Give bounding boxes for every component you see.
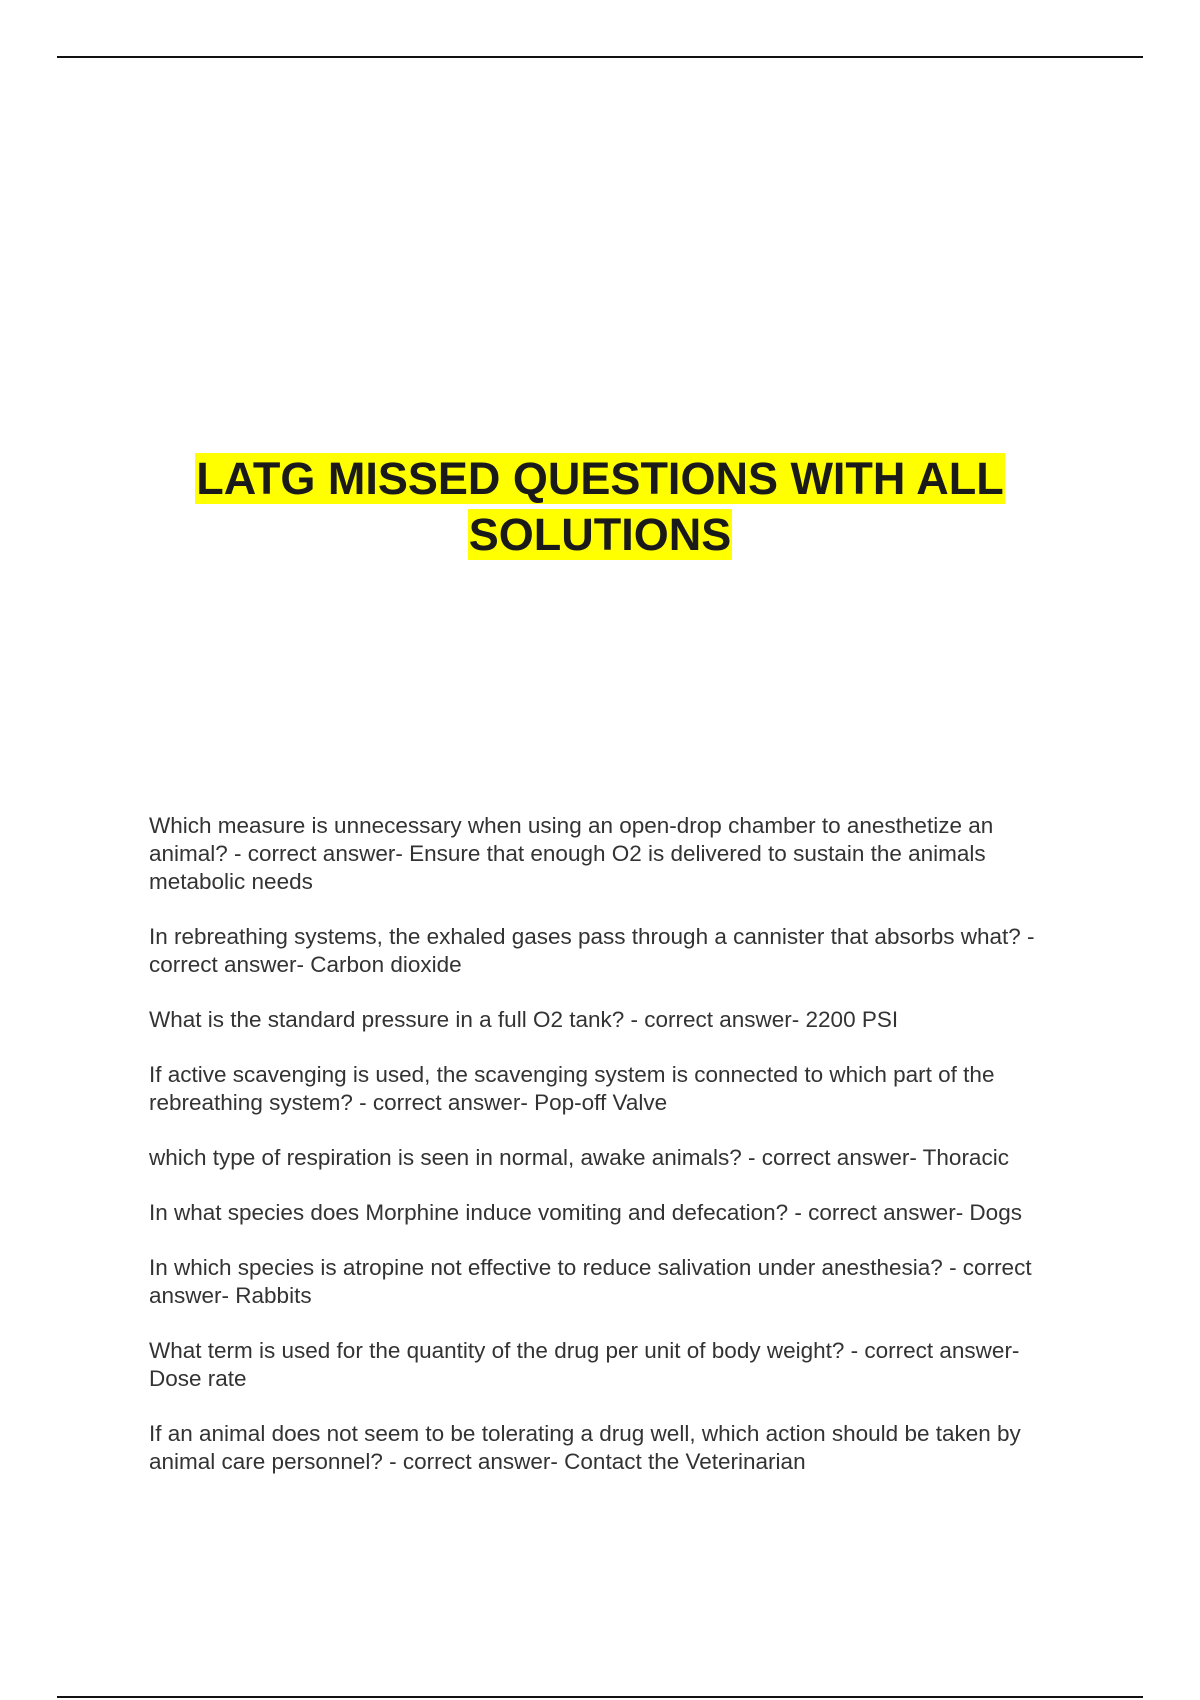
qa-text: What term is used for the quantity of the drug per unit of body weight? - correct answer- Dose rate	[149, 1338, 1020, 1391]
bottom-rule	[57, 1696, 1143, 1698]
qa-item	[145, 1420, 1065, 1476]
qa-text: which type of respiration is seen in normal, awake animals? - correct answer- Thoracic	[149, 1145, 1009, 1170]
title-line-2: SOLUTIONS	[468, 509, 732, 560]
qa-text: If an animal does not seem to be tolerating a drug well, which action should be taken by animal care personnel? - correct answer- Contact the Veterinarian	[149, 1421, 1021, 1474]
qa-item	[145, 1061, 1065, 1117]
qa-item	[145, 1144, 1065, 1172]
title-line-1: LATG MISSED QUESTIONS WITH ALL	[196, 453, 1004, 504]
qa-text: What is the standard pressure in a full O2 tank? - correct answer- 2200 PSI	[149, 1007, 899, 1032]
qa-text: In which species is atropine not effective to reduce salivation under anesthesia? - correct answer- Rabbits	[149, 1255, 1032, 1308]
top-rule	[57, 56, 1143, 58]
qa-list	[145, 812, 1065, 1503]
qa-text: In rebreathing systems, the exhaled gases pass through a cannister that absorbs what? - correct answer- Carbon dioxide	[149, 924, 1035, 977]
qa-item	[145, 1337, 1065, 1393]
qa-text: Which measure is unnecessary when using an open-drop chamber to anesthetize an animal? - correct answer- Ensure that enough O2 is delivered to sustain the animals metabolic needs	[149, 813, 994, 894]
qa-item	[145, 923, 1065, 979]
qa-item	[145, 1199, 1065, 1227]
qa-item	[145, 812, 1065, 896]
title-block	[0, 451, 1200, 563]
qa-item	[145, 1006, 1065, 1034]
document-title	[195, 453, 1004, 560]
qa-item	[145, 1254, 1065, 1310]
qa-text: If active scavenging is used, the scavenging system is connected to which part of the rebreathing system? - correct answer- Pop-off Valve	[149, 1062, 995, 1115]
qa-text: In what species does Morphine induce vomiting and defecation? - correct answer- Dogs	[149, 1200, 1022, 1225]
